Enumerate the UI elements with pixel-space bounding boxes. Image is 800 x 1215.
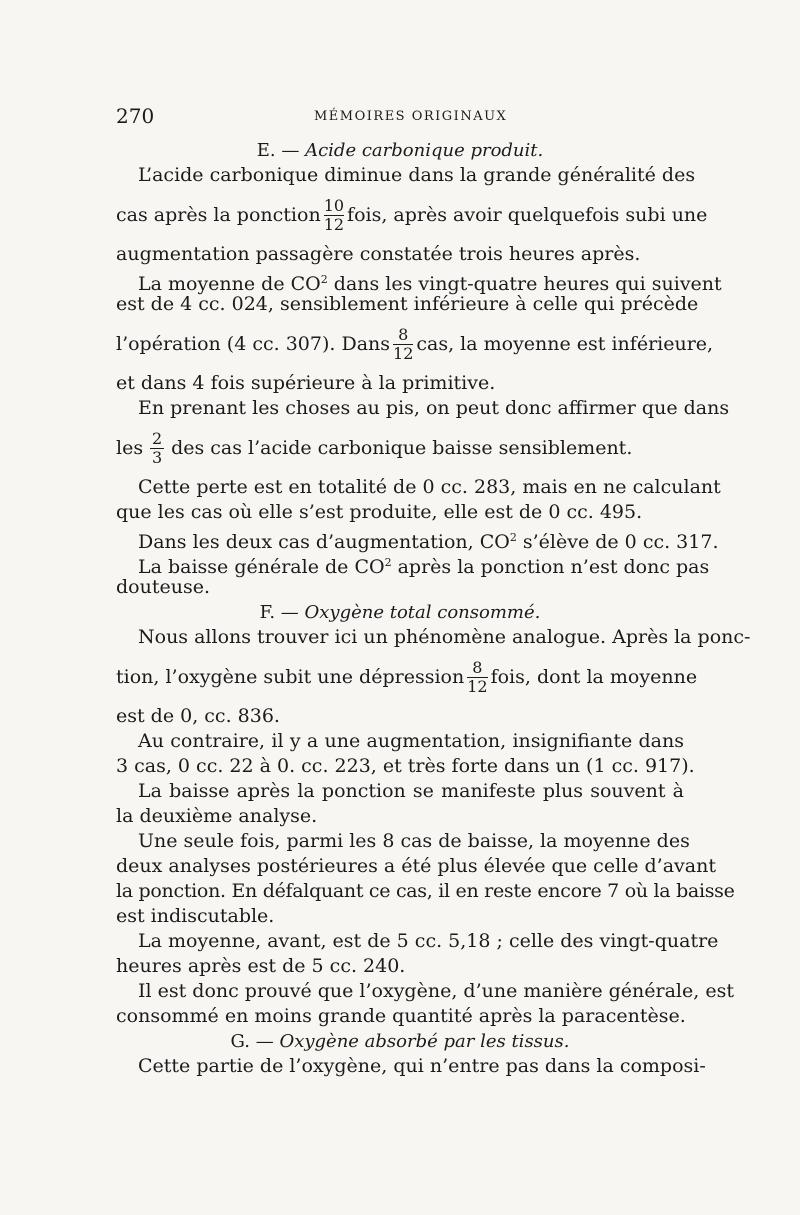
paragraph-line: est indiscutable. xyxy=(116,905,275,927)
page-header xyxy=(116,104,686,134)
paragraph-line: Cette perte est en totalité de 0 cc. 283, mais en ne calculant xyxy=(138,476,721,498)
paragraph-line: Dans les deux cas d’augmentation, $CO^2$ s’élève de 0 cc. 317. xyxy=(138,531,719,553)
page-number: 270 xyxy=(116,104,155,128)
paragraph-line: Cette partie de l’oxygène, qui n’entre pas dans la composi- xyxy=(138,1055,706,1077)
paragraph-line: et dans 4 fois supérieure à la primitive. xyxy=(116,372,496,394)
fraction-line: tion, l’oxygène subit une dépression $\frac{8}{12}$ fois, dont la moyenne xyxy=(116,657,698,696)
paragraph-line: Nous allons trouver ici un phénomène analogue. Après la ponc- xyxy=(138,626,751,648)
fraction: $\frac{8}{12}$ xyxy=(393,324,414,363)
running-title: MÉMOIRES ORIGINAUX xyxy=(314,109,508,124)
paragraph-line: La baisse après la ponction se manifeste plus souvent à xyxy=(138,780,684,802)
fraction: $\frac{10}{12}$ xyxy=(323,195,345,234)
paragraph-line: Il est donc prouvé que l’oxygène, d’une manière générale, est xyxy=(138,980,734,1002)
section-f-heading: F. — Oxygène total consommé. xyxy=(259,602,541,623)
page-body xyxy=(116,138,751,1079)
paragraph-line: La moyenne, avant, est de 5 cc. 5,18 ; celle des vingt-quatre xyxy=(138,930,719,952)
section-g-heading: G. — Oxygène absorbé par les tissus. xyxy=(230,1031,570,1052)
paragraph-line: L’acide carbonique diminue dans la grande généralité des xyxy=(138,164,696,186)
paragraph-line: que les cas où elle s’est produite, elle est de 0 cc. 495. xyxy=(116,501,643,523)
paragraph-line: est de 0, cc. 836. xyxy=(116,705,280,727)
fraction: $\frac{2}{3}$ xyxy=(151,428,163,467)
paragraph-line: La baisse générale de $CO^2$ après la ponction n’est donc pas xyxy=(138,556,710,578)
section-e-heading: E. — Acide carbonique produit. xyxy=(256,140,544,161)
paragraph-line: En prenant les choses au pis, on peut donc affirmer que dans xyxy=(138,397,730,419)
paragraph-line: consommé en moins grande quantité après la paracentèse. xyxy=(116,1005,686,1027)
paragraph-line: douteuse. xyxy=(116,576,210,598)
paragraph-line: la ponction. En défalquant ce cas, il en reste encore 7 où la baisse xyxy=(116,880,735,902)
fraction-line: les $\frac{2}{3}$ des cas l’acide carbonique baisse sensiblement. xyxy=(116,428,633,467)
paragraph-line: deux analyses postérieures a été plus élevée que celle d’avant xyxy=(116,855,716,877)
paragraph-line: 3 cas, 0 cc. 22 à 0. cc. 223, et très forte dans un (1 cc. 917). xyxy=(116,755,695,777)
paragraph-line: est de 4 cc. 024, sensiblement inférieure à celle qui précède xyxy=(116,293,699,315)
paragraph-line: La moyenne de $CO^2$ dans les vingt-quatre heures qui suivent xyxy=(138,273,722,295)
paragraph-line: augmentation passagère constatée trois heures après. xyxy=(116,243,641,265)
fraction: $\frac{8}{12}$ xyxy=(467,657,488,696)
paragraph-line: la deuxième analyse. xyxy=(116,805,318,827)
paragraph-line: Au contraire, il y a une augmentation, insignifiante dans xyxy=(138,730,684,752)
fraction-line: cas après la ponction $\frac{10}{12}$ fois, après avoir quelquefois subi une xyxy=(116,195,708,234)
paragraph-line: Une seule fois, parmi les 8 cas de baisse, la moyenne des xyxy=(138,830,690,852)
fraction-line: l’opération (4 cc. 307). Dans $\frac{8}{12}$ cas, la moyenne est inférieure, xyxy=(116,324,714,363)
paragraph-line: heures après est de 5 cc. 240. xyxy=(116,955,406,977)
